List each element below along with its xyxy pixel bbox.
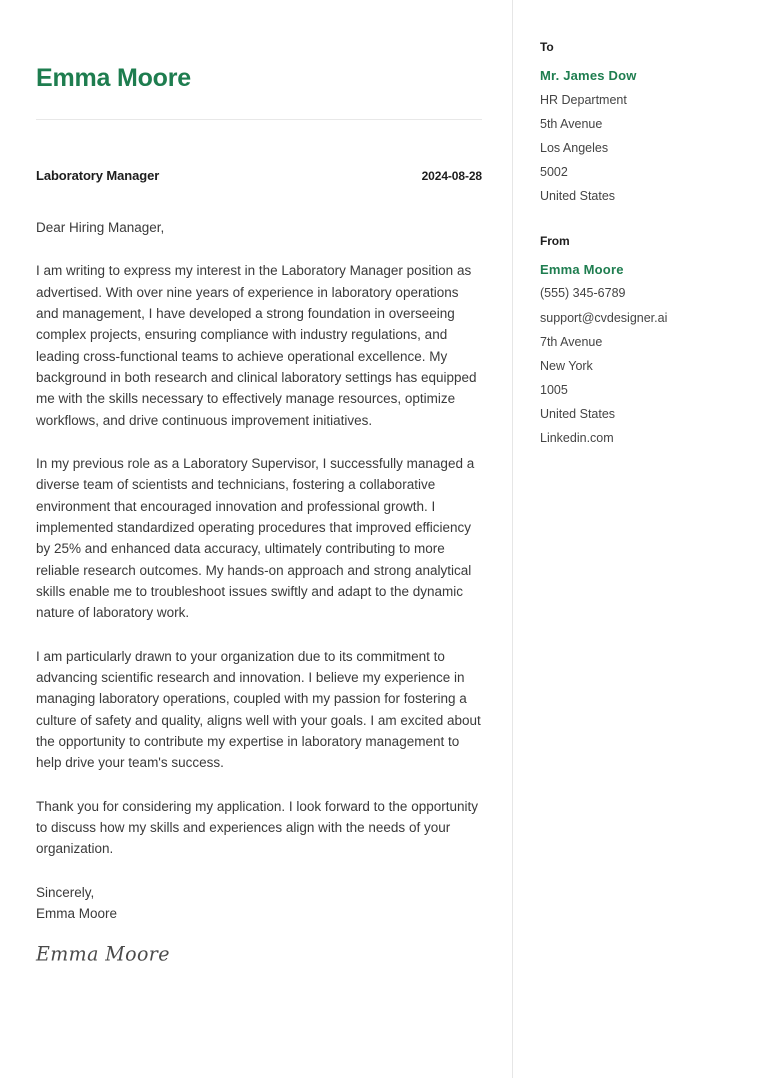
sender-line: New York: [540, 358, 593, 373]
closing-name: Emma Moore: [36, 906, 118, 922]
salutation: Dear Hiring Manager,: [36, 219, 165, 235]
recipient-line: United States: [540, 189, 616, 204]
body-paragraph-1: I am writing to express my interest in the Laboratory Manager position as advertised. With over nine years of experience in laboratory operations and management, I have developed a strong foundation in overseeing complex projects, ensuring compliance with industry regulations, and leading cross-functional teams to achieve operational excellence. My background in both research and clinical laboratory settings has equipped me with the skills necessary to effectively manage resources, optimize workflows, and drive continuous improvement initiatives.: [36, 263, 477, 428]
role-and-date-row: [36, 168, 482, 183]
column-divider: [512, 0, 513, 1078]
header-divider: [36, 119, 482, 120]
letter-date: 2024-08-28: [421, 168, 482, 183]
sender-website: Linkedin.com: [540, 431, 614, 446]
sender-phone: (555) 345-6789: [540, 286, 626, 301]
recipient-line: 5th Avenue: [540, 117, 603, 132]
body-paragraph-3: I am particularly drawn to your organization due to its commitment to advancing scientific research and innovation. I believe my experience in managing laboratory operations, coupled with my passion for fostering a culture of safety and quality, aligns well with your goals. I am excited about the opportunity to contribute my expertise in laboratory management to help drive your team's success.: [36, 648, 481, 771]
signature-mark: Emma Moore: [36, 942, 170, 966]
recipient-line: 5002: [540, 165, 568, 180]
sender-line: 1005: [540, 382, 568, 397]
recipient-line: Los Angeles: [540, 141, 609, 156]
role-title: Laboratory Manager: [36, 167, 160, 183]
sender-name: Emma Moore: [540, 261, 624, 277]
closing-word: Sincerely,: [36, 884, 95, 900]
sender-line: 7th Avenue: [540, 334, 603, 349]
from-label: From: [540, 233, 570, 248]
sender-section: [540, 234, 740, 448]
closing-block: [36, 882, 482, 925]
applicant-name-heading: Emma Moore: [36, 64, 191, 92]
sender-email: support@cvdesigner.ai: [540, 310, 668, 325]
letter-main-column: [36, 0, 482, 966]
body-paragraph-4: Thank you for considering my application. I look forward to the opportunity to discuss how my skills and experiences align with the needs of your organization.: [36, 798, 478, 857]
sender-line: United States: [540, 407, 616, 422]
recipient-section: [540, 40, 740, 206]
recipient-name: Mr. James Dow: [540, 68, 637, 83]
recipient-line: HR Department: [540, 92, 627, 107]
to-label: To: [540, 40, 554, 54]
contact-sidebar: [540, 0, 740, 447]
body-paragraph-2: In my previous role as a Laboratory Supervisor, I successfully managed a diverse team of scientists and technicians, fostering a collaborative environment that encouraged innovation and professional growth. I implemented standardized operating procedures that improved efficiency by 25% and enhanced data accuracy, ultimately contributing to more reliable research outcomes. My hands-on approach and strong analytical skills enable me to troubleshoot issues swiftly and adapt to the dynamic nature of laboratory work.: [36, 455, 475, 621]
